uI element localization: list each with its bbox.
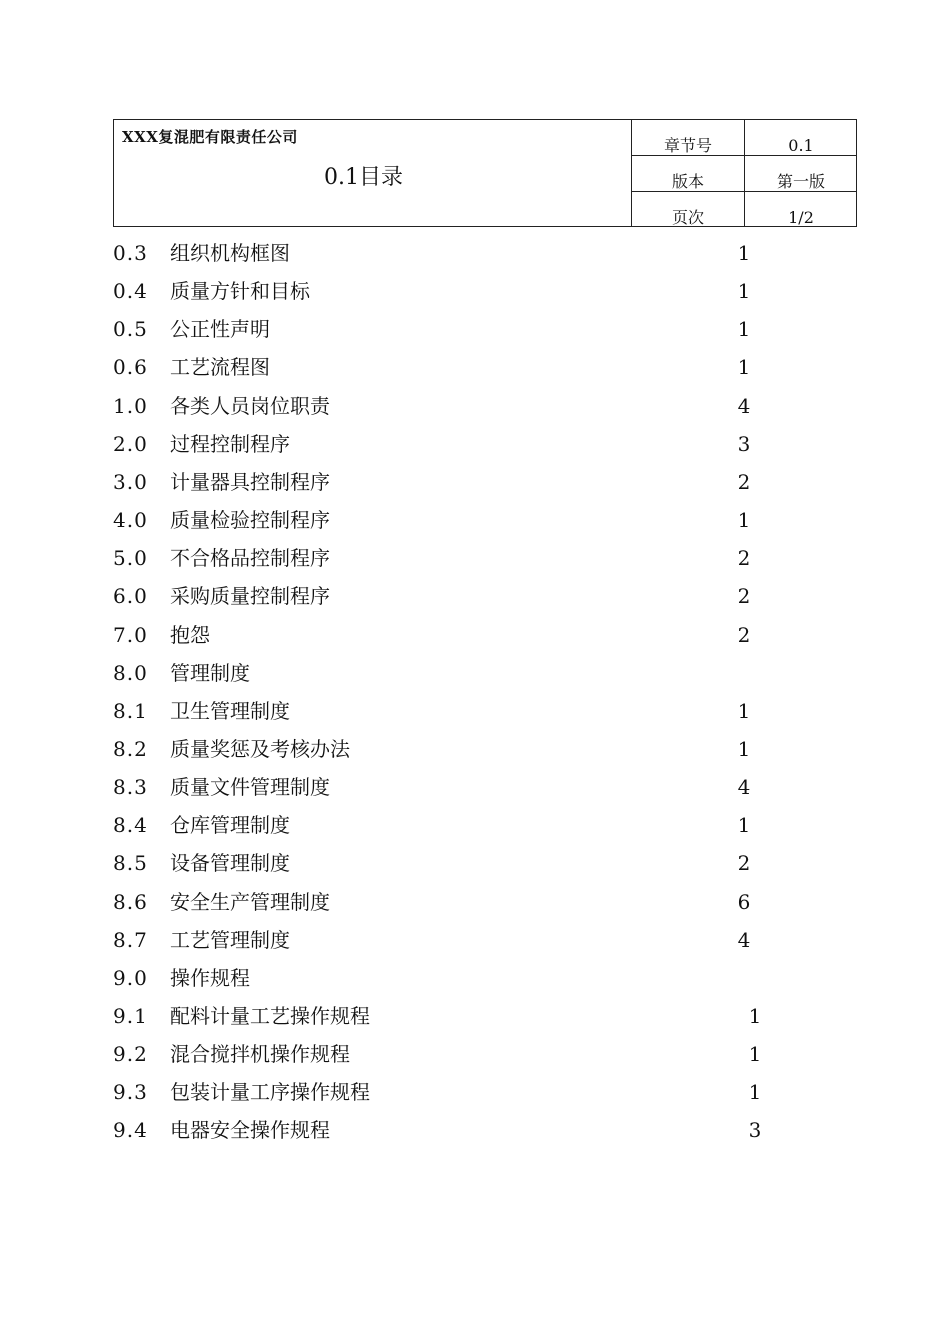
toc-entry — [113, 963, 813, 993]
toc-entry-page: 1 — [737, 317, 751, 342]
toc-entry — [113, 314, 813, 344]
toc-entry-number: 0.4 — [113, 279, 148, 304]
toc-entry-number: 9.3 — [113, 1080, 148, 1105]
toc-entry-number: 8.3 — [113, 775, 148, 800]
toc-entry-number: 5.0 — [113, 546, 148, 571]
toc-entry — [113, 734, 813, 764]
toc-entry — [113, 1115, 813, 1145]
toc-entry-number: 9.4 — [113, 1118, 148, 1143]
toc-entry — [113, 696, 813, 726]
toc-entry — [113, 429, 813, 459]
toc-entry-page: 1 — [737, 508, 751, 533]
toc-entry-title: 质量检验控制程序 — [170, 508, 330, 533]
toc-entry-page: 2 — [737, 851, 751, 876]
toc-entry — [113, 391, 813, 421]
toc-entry-page: 3 — [748, 1118, 762, 1143]
toc-entry-number: 9.2 — [113, 1042, 148, 1067]
toc-entry-title: 工艺流程图 — [170, 355, 270, 380]
toc-entry-title: 质量奖惩及考核办法 — [170, 736, 350, 761]
meta-label: 页次 — [632, 192, 745, 227]
toc-entry-title: 组织机构框图 — [170, 241, 290, 265]
toc-entry-title: 混合搅拌机操作规程 — [170, 1042, 350, 1067]
toc-entry-page: 6 — [737, 889, 751, 914]
toc-entry-number: 8.5 — [113, 851, 148, 876]
toc-entry-title: 电器安全操作规程 — [170, 1118, 330, 1143]
toc-entry — [113, 658, 813, 688]
toc-entry-page: 1 — [748, 1080, 762, 1105]
toc-entry-number: 8.0 — [113, 660, 148, 685]
toc-entry-number: 9.0 — [113, 965, 148, 990]
toc-entry-number: 8.7 — [113, 927, 148, 952]
toc-entry-page: 4 — [737, 927, 751, 952]
toc-entry-number: 4.0 — [113, 508, 148, 533]
toc-entry-number: 3.0 — [113, 469, 148, 494]
toc-entry — [113, 810, 813, 840]
toc-entry-title: 管理制度 — [170, 660, 250, 685]
toc-entry — [113, 620, 813, 650]
toc-entry — [113, 848, 813, 878]
toc-entry — [113, 1077, 813, 1107]
toc-entry-page: 2 — [737, 469, 751, 494]
meta-grid — [631, 120, 857, 226]
toc-entry-number: 0.3 — [113, 241, 148, 265]
toc-entry-title: 抱怨 — [170, 622, 210, 647]
toc-entry-page: 1 — [737, 241, 751, 265]
toc-entry-page: 1 — [737, 698, 751, 723]
toc-entry-number: 0.5 — [113, 317, 148, 342]
toc-entry — [113, 581, 813, 611]
toc-entry-title: 工艺管理制度 — [170, 927, 290, 952]
toc-entry-title: 安全生产管理制度 — [170, 889, 330, 914]
toc-entry — [113, 543, 813, 573]
toc-entry — [113, 772, 813, 802]
toc-entry-title: 采购质量控制程序 — [170, 584, 330, 609]
toc-entry — [113, 887, 813, 917]
toc-entry-number: 6.0 — [113, 584, 148, 609]
meta-label: 版本 — [632, 156, 745, 191]
toc-entry-number: 7.0 — [113, 622, 148, 647]
toc-entry-page: 4 — [737, 775, 751, 800]
header-table — [113, 119, 857, 227]
meta-value: 第一版 — [776, 172, 825, 191]
toc-entry-page: 1 — [737, 279, 751, 304]
toc-entry-number: 2.0 — [113, 431, 148, 456]
toc-entry-page: 4 — [737, 393, 751, 418]
toc-entry — [113, 505, 813, 535]
toc-entry — [113, 352, 813, 382]
toc-entry-page: 2 — [737, 546, 751, 571]
toc-entry — [113, 1039, 813, 1069]
toc-entry-title: 包装计量工序操作规程 — [170, 1080, 370, 1105]
toc-entry-title: 质量方针和目标 — [170, 279, 310, 304]
toc-entry-number: 8.1 — [113, 698, 148, 723]
meta-value: 0.1 — [788, 136, 814, 155]
toc-entry-title: 公正性声明 — [170, 317, 270, 342]
meta-row-version — [632, 156, 857, 192]
meta-value: 1/2 — [788, 208, 814, 227]
toc-entry-title: 计量器具控制程序 — [170, 469, 330, 494]
toc-entry-title: 设备管理制度 — [170, 851, 290, 876]
toc-entry-number: 8.4 — [113, 813, 148, 838]
meta-row-page — [632, 192, 857, 227]
toc-entry — [113, 1001, 813, 1031]
toc-entry-page: 2 — [737, 622, 751, 647]
toc-entry-page: 3 — [737, 431, 751, 456]
toc-entry-number: 0.6 — [113, 355, 148, 380]
toc-entry-title: 卫生管理制度 — [170, 698, 290, 723]
toc-entry-title: 质量文件管理制度 — [170, 775, 330, 800]
toc-entry-title: 操作规程 — [170, 965, 250, 990]
toc-entry — [113, 467, 813, 497]
meta-label: 章节号 — [632, 120, 745, 155]
toc-entry-page: 1 — [748, 1004, 762, 1028]
toc-entry-page: 2 — [737, 584, 751, 609]
company-name: XXX复混肥有限责任公司 — [122, 128, 298, 146]
toc-entry-title: 各类人员岗位职责 — [170, 393, 330, 418]
toc-entry-page: 1 — [737, 813, 751, 838]
toc-entry-number: 9.1 — [113, 1004, 148, 1028]
document-title: 0.1目录 — [324, 165, 403, 190]
toc-entry-page: 1 — [737, 355, 751, 380]
toc-entry-title: 不合格品控制程序 — [170, 546, 330, 571]
toc-entry — [113, 925, 813, 955]
toc-entry-title: 仓库管理制度 — [170, 813, 290, 838]
toc-entry-title: 配料计量工艺操作规程 — [170, 1004, 370, 1028]
toc-entry — [113, 238, 813, 268]
toc-entry-page: 1 — [748, 1042, 762, 1067]
toc-entry-number: 8.2 — [113, 736, 148, 761]
toc-entry-title: 过程控制程序 — [170, 431, 290, 456]
meta-row-section — [632, 120, 857, 156]
toc-entry — [113, 276, 813, 306]
toc-entry-number: 1.0 — [113, 393, 148, 418]
toc-entry-page: 1 — [737, 736, 751, 761]
toc-entry-number: 8.6 — [113, 889, 148, 914]
